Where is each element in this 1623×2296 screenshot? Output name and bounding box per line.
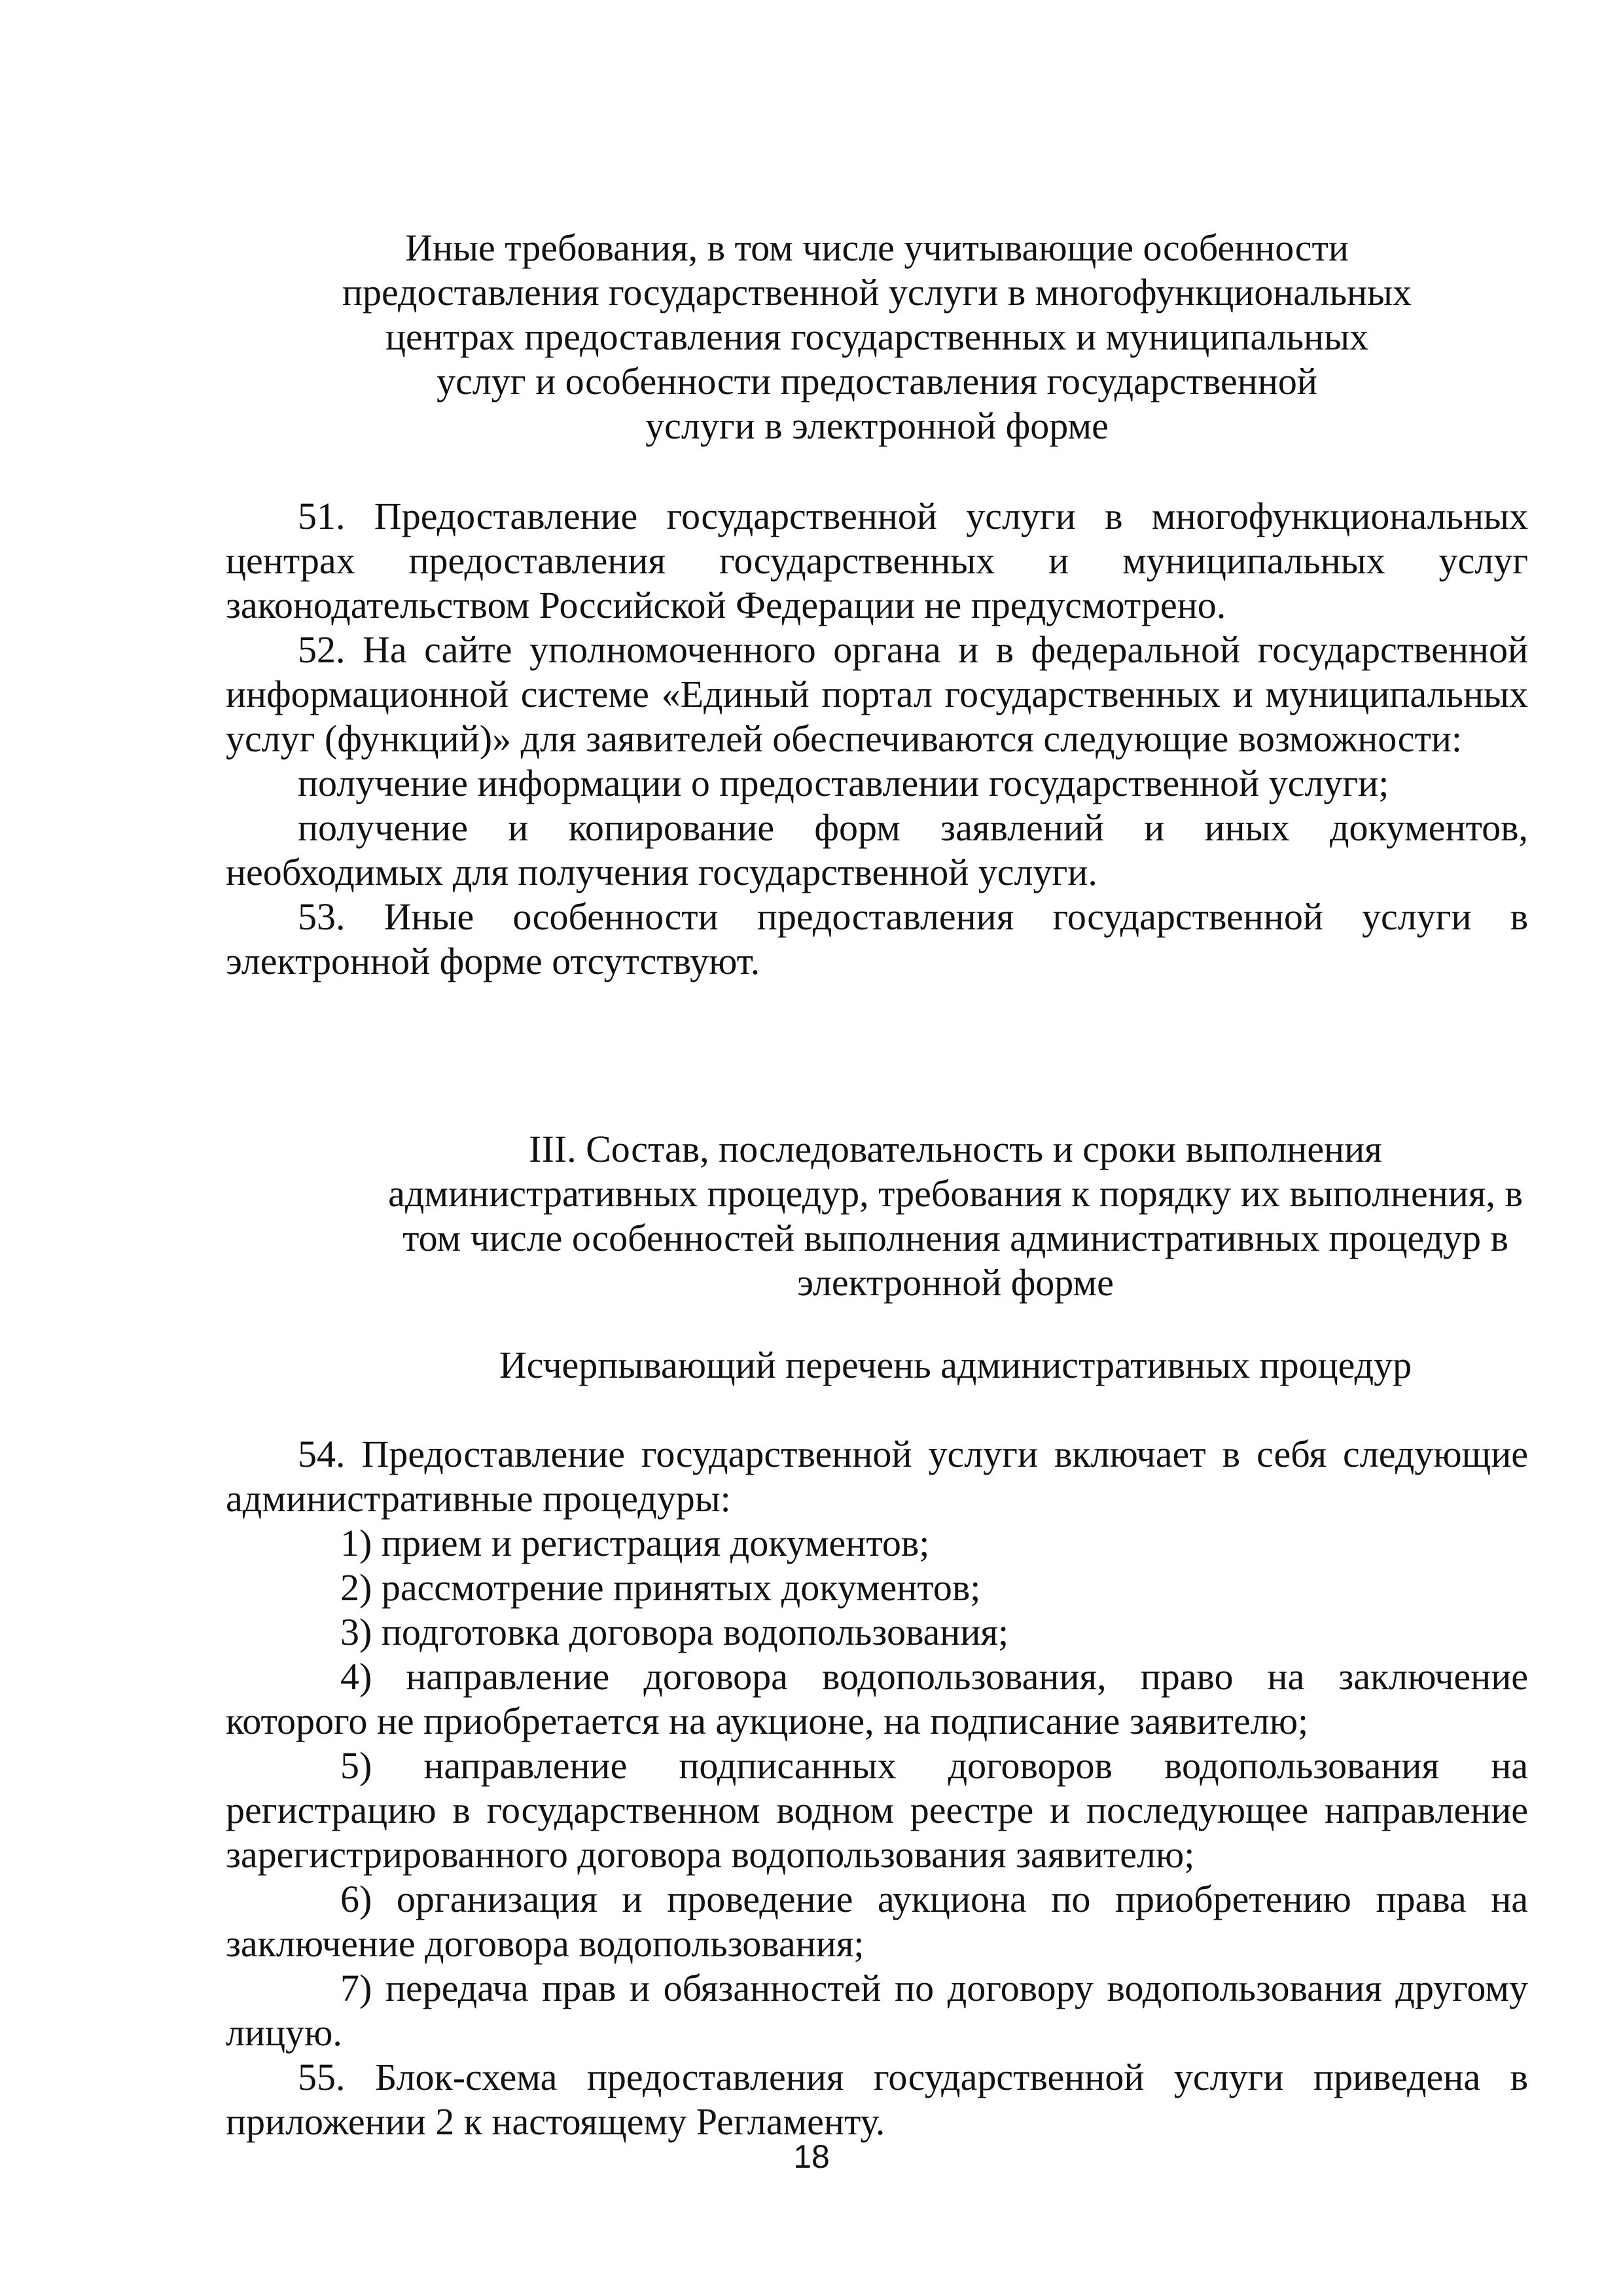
- heading-line: III. Состав, последовательность и сроки выполнения: [529, 1128, 1382, 1170]
- procedure-item: 3) подготовка договора водопользования;: [340, 1611, 1009, 1653]
- heading-line: электронной форме: [797, 1261, 1114, 1304]
- paragraph-55: 55. Блок-схема предоставления государственной услуги приведена в приложении 2 к настоящему Регламенту.: [226, 2056, 1528, 2143]
- section-heading-iii: [380, 1127, 1531, 1305]
- heading-line: предоставления государственной услуги в многофункциональных: [342, 271, 1412, 314]
- procedure-item: 5) направление подписанных договоров водопользования на регистрацию в государственном водном реестре и последующее направление зарегистрированного договора водопользования заявителю;: [226, 1744, 1528, 1876]
- procedure-item: 1) прием и регистрация документов;: [340, 1522, 930, 1564]
- paragraph-54: 54. Предоставление государственной услуги включает в себя следующие административные процедуры:: [226, 1433, 1528, 1520]
- procedure-item: 2) рассмотрение принятых документов;: [340, 1566, 981, 1609]
- heading-line: услуги в электронной форме: [645, 404, 1109, 447]
- heading-line: административных процедур, требования к порядку их выполнения, в: [388, 1172, 1523, 1215]
- heading-line: центрах предоставления государственных и муниципальных: [385, 315, 1369, 358]
- paragraphs-51-53: [226, 494, 1528, 984]
- subheading-text: Исчерпывающий перечень административных процедур: [499, 1344, 1412, 1386]
- paragraph-53: 53. Иные особенности предоставления государственной услуги в электронной форме отсутствуют.: [226, 895, 1528, 982]
- heading-line: том числе особенностей выполнения административных процедур в: [402, 1217, 1508, 1259]
- paragraph-51: 51. Предоставление государственной услуги в многофункциональных центрах предоставления государственных и муниципальных услуг законодательством Российской Федерации не предусмотрено.: [226, 495, 1528, 626]
- heading-line: услуг и особенности предоставления государственной: [437, 360, 1317, 403]
- paragraph-52: 52. На сайте уполномоченного органа и в федеральной государственной информационной системе «Единый портал государственных и муниципальных услуг (функций)» для заявителей обеспечиваются следующие возможности:: [226, 628, 1528, 760]
- page-number: 18: [793, 2138, 830, 2175]
- paragraph-52-item-1: получение информации о предоставлении государственной услуги;: [298, 762, 1389, 804]
- heading-line: Иные требования, в том числе учитывающие особенности: [405, 226, 1349, 269]
- procedure-item: 7) передача прав и обязанностей по договору водопользования другому лицую.: [226, 1967, 1528, 2054]
- subheading-procedures-list: [380, 1343, 1531, 1388]
- procedure-item: 6) организация и проведение аукциона по приобретению права на заключение договора водопользования;: [226, 1878, 1528, 1965]
- paragraph-52-item-2: получение и копирование форм заявлений и иных документов, необходимых для получения государственной услуги.: [226, 806, 1528, 893]
- procedure-item: 4) направление договора водопользования, право на заключение которого не приобретается на аукционе, на подписание заявителю;: [226, 1655, 1528, 1742]
- paragraphs-54-55: [226, 1432, 1528, 2144]
- section-heading-other-requirements: [226, 226, 1528, 448]
